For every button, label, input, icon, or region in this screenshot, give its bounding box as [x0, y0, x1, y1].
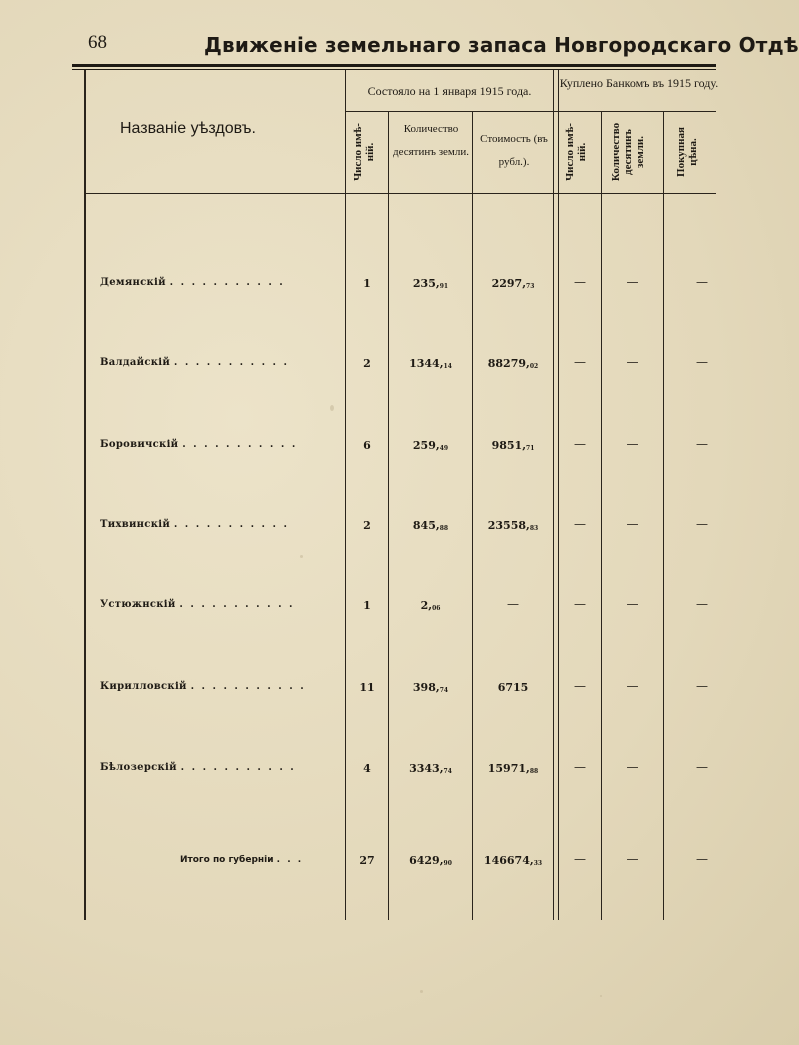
group-header-bought-1915: Куплено Банкомъ въ 1915 году.: [559, 76, 719, 90]
paper-stain: [300, 555, 303, 558]
page-number: 68: [88, 32, 107, 53]
bought-price: —: [696, 517, 708, 531]
col-divider: [601, 112, 602, 920]
bought-desyatin: —: [626, 679, 639, 693]
estates-count: 6: [363, 439, 371, 452]
bought-estates: —: [574, 760, 586, 774]
total-estates: 27: [359, 854, 375, 867]
bought-estates: —: [574, 275, 586, 289]
bought-estates: —: [574, 679, 586, 693]
desyatin-value: $2,_{06}$: [420, 599, 441, 612]
group-divider: [553, 70, 559, 920]
total-cost: $146674,_{33}$: [483, 854, 543, 867]
district-name: Боровичскій . . . . . . . . . . .: [100, 439, 298, 450]
column-header-estates: Число имѣ-ній.: [352, 123, 376, 181]
district-name: Демянскій . . . . . . . . . . .: [100, 277, 285, 288]
group-header-rule: [345, 111, 716, 112]
cost-value: $88279,_{02}$: [487, 357, 539, 370]
title-rule: [72, 64, 716, 67]
bought-desyatin: —: [626, 760, 639, 774]
col-divider: [472, 112, 473, 920]
header-bottom-rule: [84, 193, 716, 194]
column-header-desyatin: Количество десятинъ земли.: [392, 123, 470, 158]
bought-price: —: [696, 355, 708, 369]
desyatin-value: $259,_{49}$: [412, 439, 449, 452]
cost-value: 6715: [497, 681, 529, 694]
col-divider: [345, 70, 346, 920]
col-divider: [663, 112, 664, 920]
column-header-bought-price: Покупная цѣна.: [675, 127, 699, 177]
cost-value: $2297,_{73}$: [491, 277, 535, 290]
district-name: Валдайскій . . . . . . . . . . .: [100, 357, 289, 368]
bought-desyatin: —: [626, 517, 639, 531]
bought-desyatin: —: [626, 597, 639, 611]
column-header-cost: Стоимость (въ рубл.).: [480, 133, 548, 168]
group-header-start-1915: Состояло на 1 января 1915 года.: [367, 84, 532, 98]
total-bought-desyatin: —: [626, 852, 639, 866]
district-name: Тихвинскій . . . . . . . . . . .: [100, 519, 289, 530]
bought-desyatin: —: [626, 437, 639, 451]
title-rule-thin: [72, 69, 716, 70]
estates-count: 2: [363, 519, 371, 532]
cost-value: $15971,_{88}$: [487, 762, 539, 775]
total-bought-estates: —: [574, 852, 586, 866]
bought-desyatin: —: [626, 275, 639, 289]
bought-desyatin: —: [626, 355, 639, 369]
bought-estates: —: [574, 597, 586, 611]
paper-stain: [420, 990, 423, 993]
district-name: Устюжнскій . . . . . . . . . . .: [100, 599, 295, 610]
total-label: Итого по губерніи . . .: [180, 855, 304, 865]
bought-price: —: [696, 760, 708, 774]
bought-estates: —: [574, 437, 586, 451]
desyatin-value: $235,_{91}$: [412, 277, 449, 290]
bought-estates: —: [574, 355, 586, 369]
col-divider: [388, 112, 389, 920]
column-header-bought-estates: Число имѣ-ній.: [564, 123, 588, 181]
paper-stain: [600, 995, 602, 997]
column-header-bought-desyatin: Количество десятинъ земли.: [610, 122, 646, 182]
cost-value: —: [507, 597, 519, 611]
bought-estates: —: [574, 517, 586, 531]
estates-count: 4: [363, 762, 371, 775]
cost-value: $23558,_{83}$: [487, 519, 539, 532]
bought-price: —: [696, 437, 708, 451]
page-title: Движеніе земельнаго запаса Новгородскаго Отдѣ: [204, 33, 799, 57]
estates-count: 11: [359, 681, 375, 694]
estates-count: 1: [363, 277, 371, 290]
estates-count: 1: [363, 599, 371, 612]
bought-price: —: [696, 275, 708, 289]
desyatin-value: $3343,_{74}$: [409, 762, 452, 775]
total-desyatin: $6429,_{90}$: [409, 854, 452, 867]
bought-price: —: [696, 597, 708, 611]
paper-stain: [330, 405, 334, 411]
total-bought-price: —: [696, 852, 708, 866]
district-name: Кирилловскій . . . . . . . . . . .: [100, 681, 306, 692]
table-left-border: [84, 70, 86, 920]
estates-count: 2: [363, 357, 371, 370]
desyatin-value: $845,_{88}$: [412, 519, 449, 532]
bought-price: —: [696, 679, 708, 693]
desyatin-value: $1344,_{14}$: [409, 357, 452, 370]
desyatin-value: $398,_{74}$: [412, 681, 449, 694]
column-header-name: Названіе уѣздовъ.: [120, 120, 256, 137]
cost-value: $9851,_{71}$: [491, 439, 535, 452]
district-name: Бѣлозерскій . . . . . . . . . . .: [100, 762, 296, 773]
